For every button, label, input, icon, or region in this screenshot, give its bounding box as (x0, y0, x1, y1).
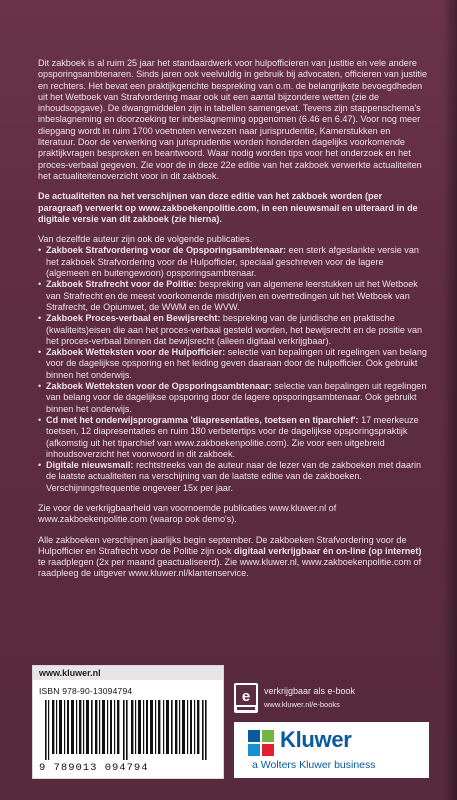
publication-item (38, 245, 428, 279)
yearly-text-start: Alle zakboeken verschijnen jaarlijks begin september. De zakboeken Strafvordering voor de Hulpofficier en Strafrecht voor de Politie zijn ook (38, 534, 407, 556)
publication-text: bespreking van algemene leerstukken uit het Wetboek van Strafrecht en de meest voorkomende misdrijven en overtredingen uit het Wetboek van Strafrecht, de Opiumwet, de WWM en de WVW. (46, 279, 418, 312)
spine-shadow (443, 0, 457, 800)
availability-paragraph: Zie voor de verkrijgbaarheid van voornoemde publicaties www.kluwer.nl of www.zakboekenpolitie.com (waarop ook demo's). (38, 502, 337, 525)
ebook-title: verkrijgbaar als e-book (264, 686, 356, 696)
publication-item (38, 347, 428, 381)
yearly-paragraph (38, 535, 428, 580)
publisher-panel (234, 722, 429, 778)
isbn-panel (32, 665, 224, 779)
publisher-name: Kluwer (280, 727, 352, 752)
publication-item (38, 381, 428, 415)
publication-title: Zakboek Strafvordering voor de Opsporingsambtenaar: (46, 245, 287, 256)
intro-paragraph: Dit zakboek is al ruim 25 jaar het standaardwerk voor hulpofficieren van justitie en vele andere opsporingsambtenaren. Sinds jaren ook veelvuldig in gebruik bij advocaten, officieren van justitie en rechters. Het bevat een praktijkgerichte bespreking van o.m. de belangrijkste bevoegdheden uit het Wetboek van Strafvordering maar ook uit een aantal bijzondere wetten (zie de inhoudsopgave). De dwangmiddelen zijn in tabellen samengevat. Tevens zijn stappenschema's inbeslagneming en doorzoeking ter inbeslagneming opgenomen (6.46 en 6.47). Voor nog meer diepgang wordt in ruim 1700 voetnoten verwezen naar jurisprudentie, Kamerstukken en literatuur. Door de verwerking van jurisprudentie worden honderden dagelijks voorkomende praktijkvragen besproken en beantwoord. Waar nodig worden tips voor het onderzoek en het proces-verbaal gegeven. Zie voor de in deze 22e editie van het zakboek verwerkte actualiteiten het actualiteitenoverzicht voor in dit zakboek. (38, 58, 428, 181)
publisher-tagline: a Wolters Kluwer business (252, 759, 376, 771)
publication-text: bespreking van de juridische en praktische (kwaliteits)eisen die aan het proces-verbaal gesteld worden, het bewijsrecht en de positie van het proces-verbaal binnen dat bewijsrecht (alleen digitaal verkrijgbaar). (46, 313, 423, 346)
barcode (43, 700, 213, 760)
blurb-text (38, 58, 428, 589)
publication-title: Zakboek Strafrecht voor de Politie: (46, 279, 197, 290)
updates-paragraph: De actualiteiten na het verschijnen van deze editie van het zakboek worden (per paragraaf) verwerkt op www.zakboekenpolitie.com, in een nieuwsmail en uiteraard in de digitale versie van dit zakboek (zie hierna). (38, 191, 418, 224)
publication-title: Zakboek Proces-verbaal en Bewijsrecht: (46, 313, 221, 324)
yearly-text-end: te raadplegen (2x per maand geactualiseerd). Zie www.kluwer.nl, www.zakboekenpolitie.com of raadpleeg de uitgever www.kluwer.nl/klantenservice. (38, 557, 422, 579)
same-author-heading: Van dezelfde auteur zijn ook de volgende publicaties. (38, 234, 253, 245)
publication-list (38, 245, 428, 494)
kluwer-logo-icon (248, 730, 274, 756)
publication-text: rechtstreeks van de auteur naar de lezer van de zakboeken met daarin de laatste actualiteiten na verschijning van de laatste editie van de zakboeken. Verschijningsfrequentie ongeveer 15x per jaar. (46, 460, 422, 493)
isbn-number: ISBN 978-90-13094794 (39, 686, 133, 696)
publication-text: een sterk afgeslankte versie van het zakboek Strafvordering voor de Hulpofficier, speciaal geschreven voor de lagere (algemeen en buitengewoon) opsporingsambtenaar. (46, 245, 419, 279)
publication-title: Cd met het onderwijsprogramma 'diapresentaties, toetsen en tiparchief': (46, 414, 359, 425)
publisher-url: www.kluwer.nl (33, 666, 223, 680)
svg-text:e: e (241, 688, 251, 705)
publication-item (38, 279, 428, 313)
publication-text: selectie van bepalingen uit regelingen van belang voor de dagelijkse opsporing en het leiding geven daaraan door de hulpofficier. Ook gebruikt binnen het onderwijs. (46, 347, 427, 380)
ebook-notice (234, 683, 404, 713)
publication-text: 17 meerkeuze toetsen, 12 diapresentaties en ruim 180 verbetertips voor de dagelijkse opsporingspraktijk (afkomstig uit het tiparchief van www.zakboekenpolitie.com). Zie voor een uitgebreid inhoudsoverzicht het voorwoord in dit zakboek. (46, 414, 419, 459)
publication-item (38, 415, 428, 460)
publication-text: selectie van bepalingen uit regelingen van belang voor de dagelijkse opsporing door de lagere opsporingsambtenaar. Ook gebruikt binnen het onderwijs. (46, 381, 427, 414)
publication-item (38, 460, 428, 494)
ebook-url: www.kluwer.nl/e-books (264, 700, 340, 709)
publication-title: Zakboek Wetteksten voor de Hulpofficier: (46, 347, 226, 358)
barcode-digits: 9 789013 094794 (39, 762, 149, 774)
publication-title: Zakboek Wetteksten voor de Opsporingsambtenaar: (46, 381, 272, 392)
yearly-text-bold: digitaal verkrijgbaar én on-line (op internet) (233, 545, 422, 556)
publication-item (38, 313, 428, 347)
e-book-icon (234, 683, 258, 713)
publication-title: Digitale nieuwsmail: (46, 460, 134, 471)
